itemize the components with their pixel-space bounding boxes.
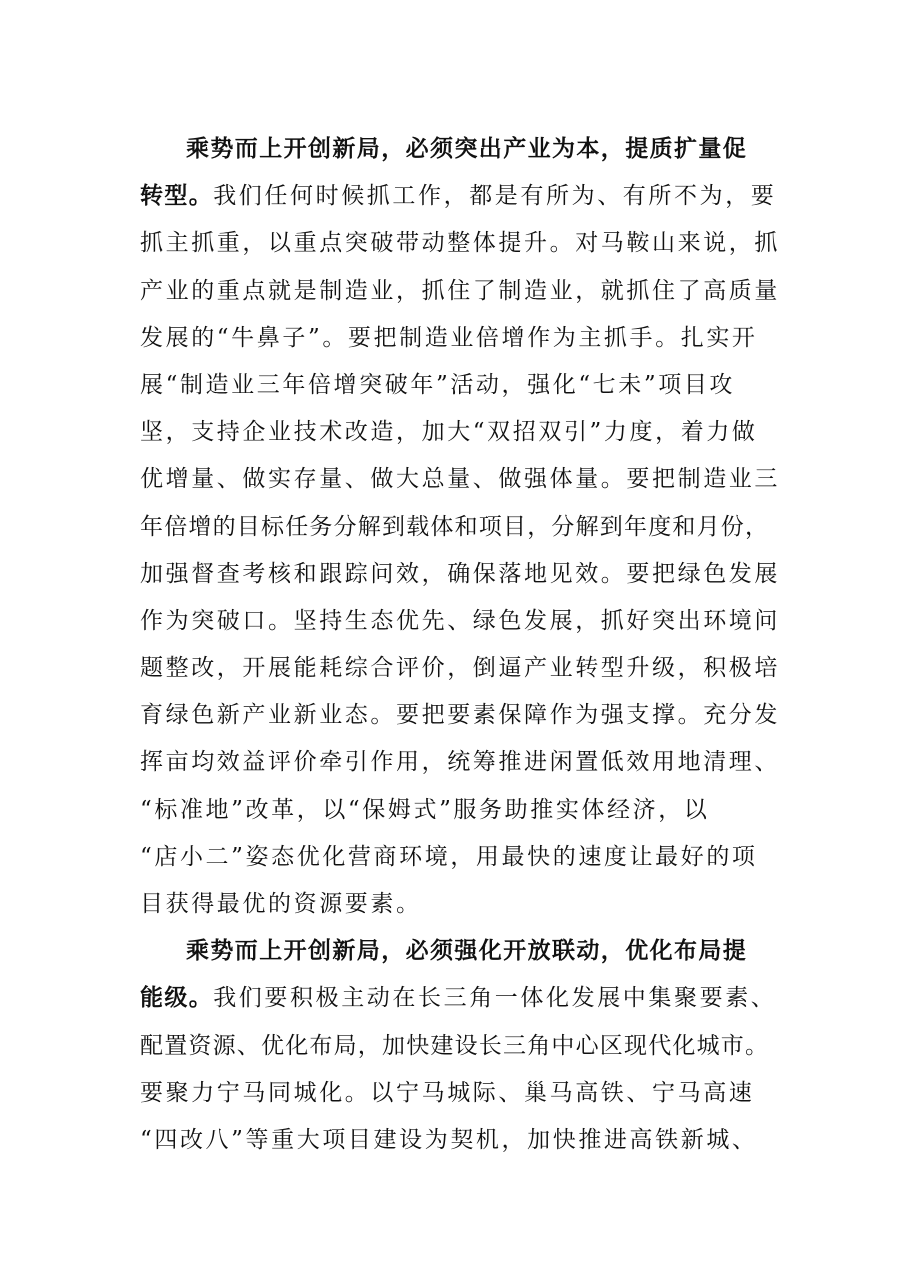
paragraph-2-line-1	[140, 928, 770, 975]
paragraph-1-line-8: 优增量、做实存量、做大总量、做强体量。要把制造业三	[140, 466, 780, 493]
paragraph-1-line-7: 坚，支持企业技术改造，加大“双招双引”力度，着力做	[140, 419, 758, 446]
paragraph-1-line-12: 题整改，开展能耗综合评价，倒逼产业转型升级，积极培	[140, 655, 780, 682]
paragraph-1-line-5: 发展的“牛鼻子”。要把制造业倍增作为主抓手。扎实开	[140, 324, 758, 351]
paragraph-1-line-10: 加强督查考核和跟踪问效，确保落地见效。要把绿色发展	[140, 560, 780, 587]
paragraph-1-line-15: “标准地”改革，以“保姆式”服务助推实体经济，以	[140, 796, 710, 823]
paragraph-2-heading: 乘势而上开创新局，必须强化开放联动，优化布局提	[186, 938, 748, 965]
paragraph-2-heading-end: 能级。	[140, 985, 214, 1012]
paragraph-1-line-1	[140, 126, 770, 173]
paragraph-1-line-2-text: 我们任何时候抓工作，都是有所为、有所不为，要	[213, 183, 777, 210]
paragraph-1-line-2	[140, 173, 777, 220]
paragraph-2-line-3: 配置资源、优化布局，加快建设长三角中心区现代化城市。	[140, 1032, 770, 1059]
paragraph-1-line-6: 展“制造业三年倍增突破年”活动，强化“七未”项目攻	[140, 371, 736, 398]
paragraph-1-line-4: 产业的重点就是制造业，抓住了制造业，就抓住了高质量	[140, 277, 780, 304]
paragraph-2-line-5: “四改八”等重大项目建设为契机，加快推进高铁新城、	[140, 1126, 758, 1153]
paragraph-1-line-9: 年倍增的目标任务分解到载体和项目，分解到年度和月份，	[140, 513, 770, 540]
paragraph-1-line-11: 作为突破口。坚持生态优先、绿色发展，抓好突出环境问	[140, 607, 780, 634]
paragraph-2-line-4: 要聚力宁马同城化。以宁马城际、巢马高铁、宁马高速	[140, 1079, 755, 1106]
paragraph-1-line-17: 目获得最优的资源要素。	[140, 891, 422, 917]
paragraph-1-heading: 乘势而上开创新局，必须突出产业为本，提质扩量促	[186, 136, 748, 162]
paragraph-1-line-16: “店小二”姿态优化营商环境，用最快的速度让最好的项	[140, 843, 758, 870]
paragraph-1-line-13: 育绿色新产业新业态。要把要素保障作为强支撑。充分发	[140, 702, 780, 729]
paragraph-1-line-14: 挥亩均效益评价牵引作用，统筹推进闲置低效用地清理、	[140, 749, 780, 776]
paragraph-2-line-2	[140, 975, 777, 1022]
paragraph-2-line-2-text: 我们要积极主动在长三角一体化发展中集聚要素、	[213, 985, 777, 1012]
paragraph-1-heading-end: 转型。	[140, 183, 214, 210]
paragraph-1-line-3: 抓主抓重，以重点突破带动整体提升。对马鞍山来说，抓	[140, 230, 780, 257]
document-body	[140, 126, 780, 1164]
